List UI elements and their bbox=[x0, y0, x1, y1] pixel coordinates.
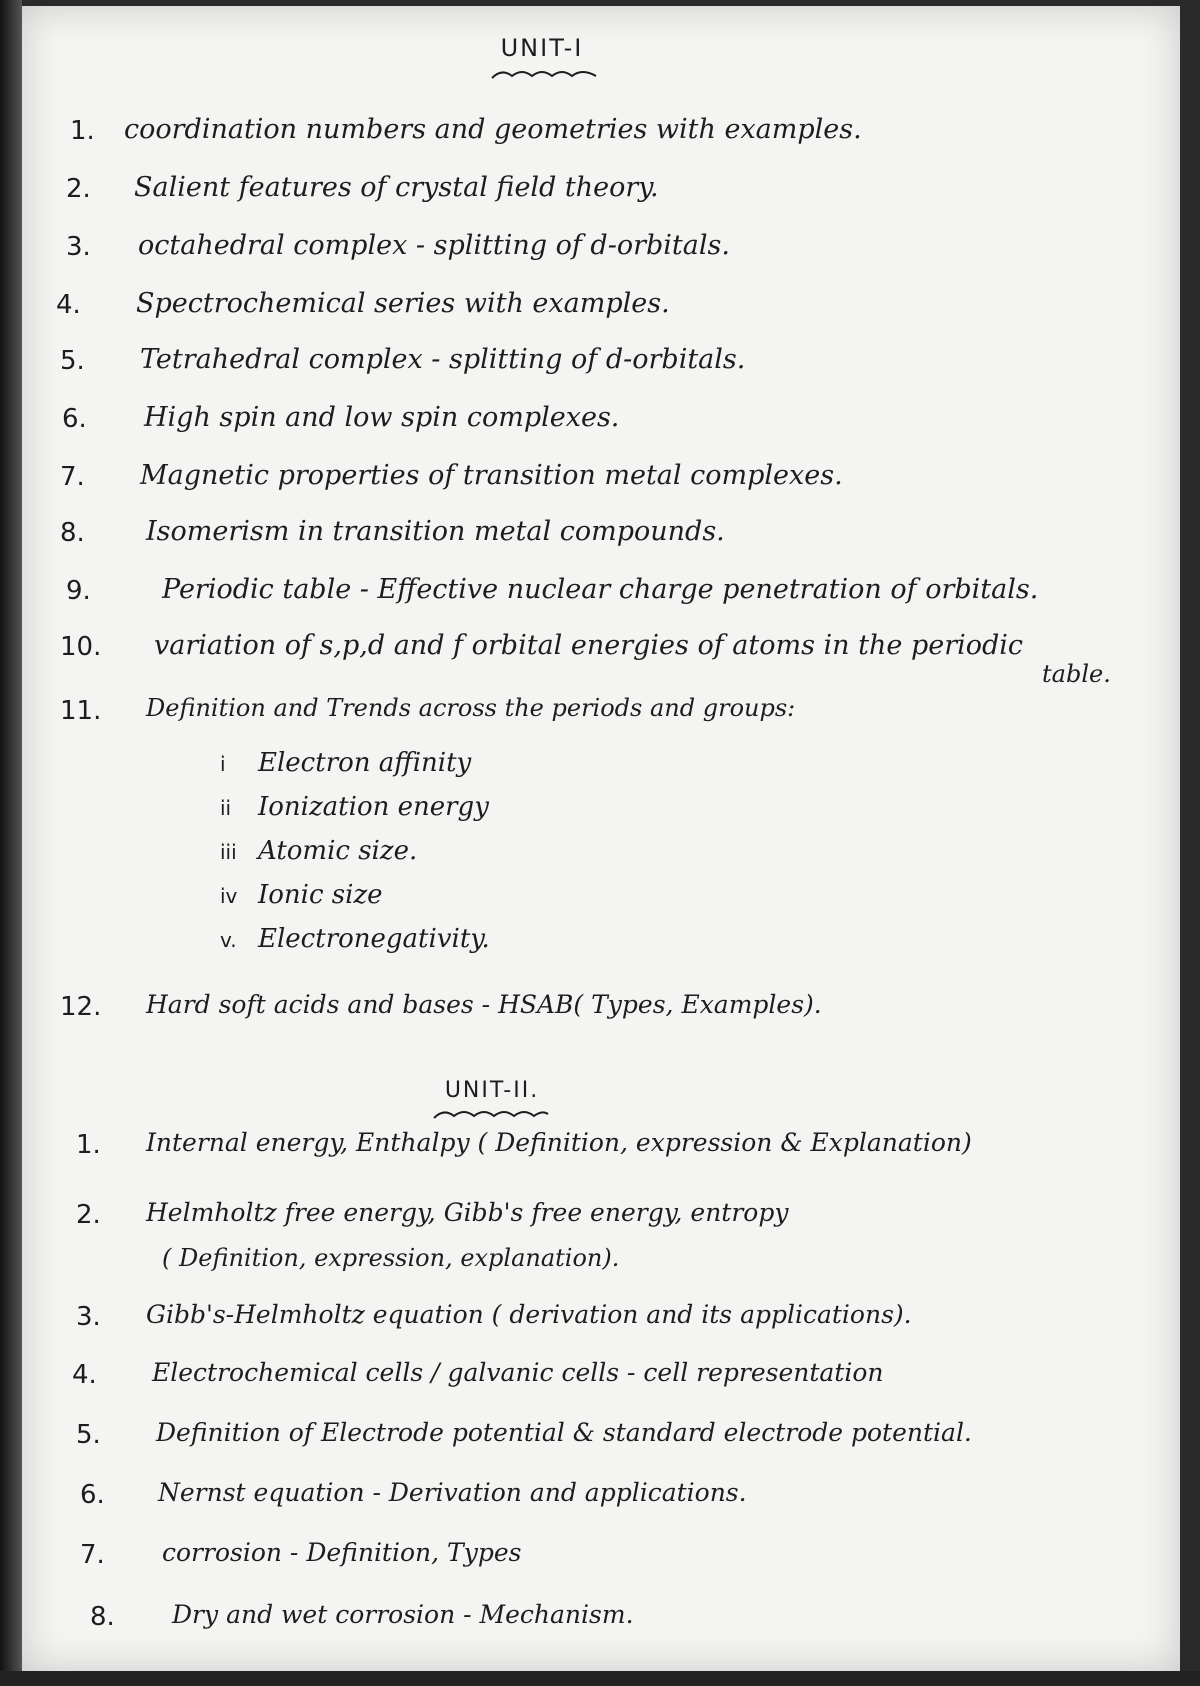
item-text: Hard soft acids and bases - HSAB( Types, Examples). bbox=[146, 990, 822, 1019]
item-text: Isomerism in transition metal compounds. bbox=[146, 516, 725, 547]
sub-item-roman: v. bbox=[220, 928, 237, 952]
item-text: Magnetic properties of transition metal complexes. bbox=[140, 460, 843, 491]
item-number: 8. bbox=[90, 1602, 115, 1632]
item-text: Definition of Electrode potential & standard electrode potential. bbox=[156, 1418, 972, 1447]
sub-item-text: Ionization energy bbox=[258, 792, 489, 822]
item-text: Nernst equation - Derivation and applications. bbox=[158, 1478, 747, 1507]
item-number: 3. bbox=[66, 232, 91, 262]
sub-item bbox=[220, 792, 489, 822]
item-number: 6. bbox=[62, 404, 87, 434]
sub-item bbox=[220, 924, 490, 954]
item-text: coordination numbers and geometries with examples. bbox=[124, 114, 862, 145]
item-text: Definition and Trends across the periods and groups: bbox=[146, 694, 796, 722]
scan-left-edge bbox=[0, 0, 22, 1686]
item-number: 7. bbox=[60, 462, 85, 492]
unit-2-heading: UNIT-II. bbox=[444, 1078, 540, 1103]
sub-item-roman: i bbox=[220, 752, 226, 776]
item-number: 5. bbox=[76, 1420, 101, 1450]
item-text-continuation: ( Definition, expression, explanation). bbox=[162, 1244, 620, 1272]
sub-item bbox=[220, 880, 383, 910]
item-text-continuation: table. bbox=[1042, 660, 1111, 688]
sub-item-roman: ii bbox=[220, 796, 232, 820]
sub-item-roman: iii bbox=[220, 840, 237, 864]
item-text: Electrochemical cells / galvanic cells - cell representation bbox=[152, 1358, 884, 1387]
item-number: 2. bbox=[76, 1200, 101, 1230]
item-text: Tetrahedral complex - splitting of d-orbitals. bbox=[140, 344, 746, 375]
item-number: 1. bbox=[70, 116, 95, 146]
item-number: 12. bbox=[60, 992, 102, 1022]
sub-item-text: Electronegativity. bbox=[258, 924, 490, 954]
sub-item bbox=[220, 836, 417, 866]
item-text: Periodic table - Effective nuclear charge penetration of orbitals. bbox=[162, 574, 1039, 605]
item-text: Internal energy, Enthalpy ( Definition, expression & Explanation) bbox=[146, 1128, 972, 1157]
sub-item bbox=[220, 748, 471, 778]
item-number: 1. bbox=[76, 1130, 101, 1160]
sub-item-text: Atomic size. bbox=[258, 836, 418, 866]
unit-1-underline bbox=[490, 68, 600, 82]
item-text: Salient features of crystal field theory. bbox=[134, 172, 659, 203]
item-text: Gibb's-Helmholtz equation ( derivation and its applications). bbox=[146, 1300, 912, 1329]
item-text: corrosion - Definition, Types bbox=[162, 1538, 522, 1567]
sub-item-text: Ionic size bbox=[258, 880, 383, 910]
item-number: 6. bbox=[80, 1480, 105, 1510]
item-text: Helmholtz free energy, Gibb's free energy, entropy bbox=[146, 1198, 789, 1227]
item-number: 4. bbox=[56, 290, 81, 320]
sub-item-text: Electron affinity bbox=[258, 748, 472, 778]
scan-bottom-edge bbox=[0, 1671, 1200, 1686]
item-text: High spin and low spin complexes. bbox=[144, 402, 620, 433]
item-number: 11. bbox=[60, 696, 102, 726]
unit-2-underline bbox=[432, 1108, 552, 1122]
item-number: 2. bbox=[66, 174, 91, 204]
notebook-page bbox=[22, 6, 1180, 1671]
item-number: 10. bbox=[60, 632, 102, 662]
item-text: variation of s,p,d and f orbital energies of atoms in the periodic bbox=[154, 630, 1024, 661]
unit-1-heading: UNIT-I bbox=[500, 34, 584, 62]
item-number: 4. bbox=[72, 1360, 97, 1390]
item-number: 3. bbox=[76, 1302, 101, 1332]
item-number: 7. bbox=[80, 1540, 105, 1570]
sub-item-roman: iv bbox=[220, 884, 238, 908]
item-number: 9. bbox=[66, 576, 91, 606]
item-text: Dry and wet corrosion - Mechanism. bbox=[172, 1600, 634, 1629]
item-number: 8. bbox=[60, 518, 85, 548]
item-number: 5. bbox=[60, 346, 85, 376]
item-text: Spectrochemical series with examples. bbox=[136, 288, 670, 319]
item-text: octahedral complex - splitting of d-orbitals. bbox=[138, 230, 730, 261]
